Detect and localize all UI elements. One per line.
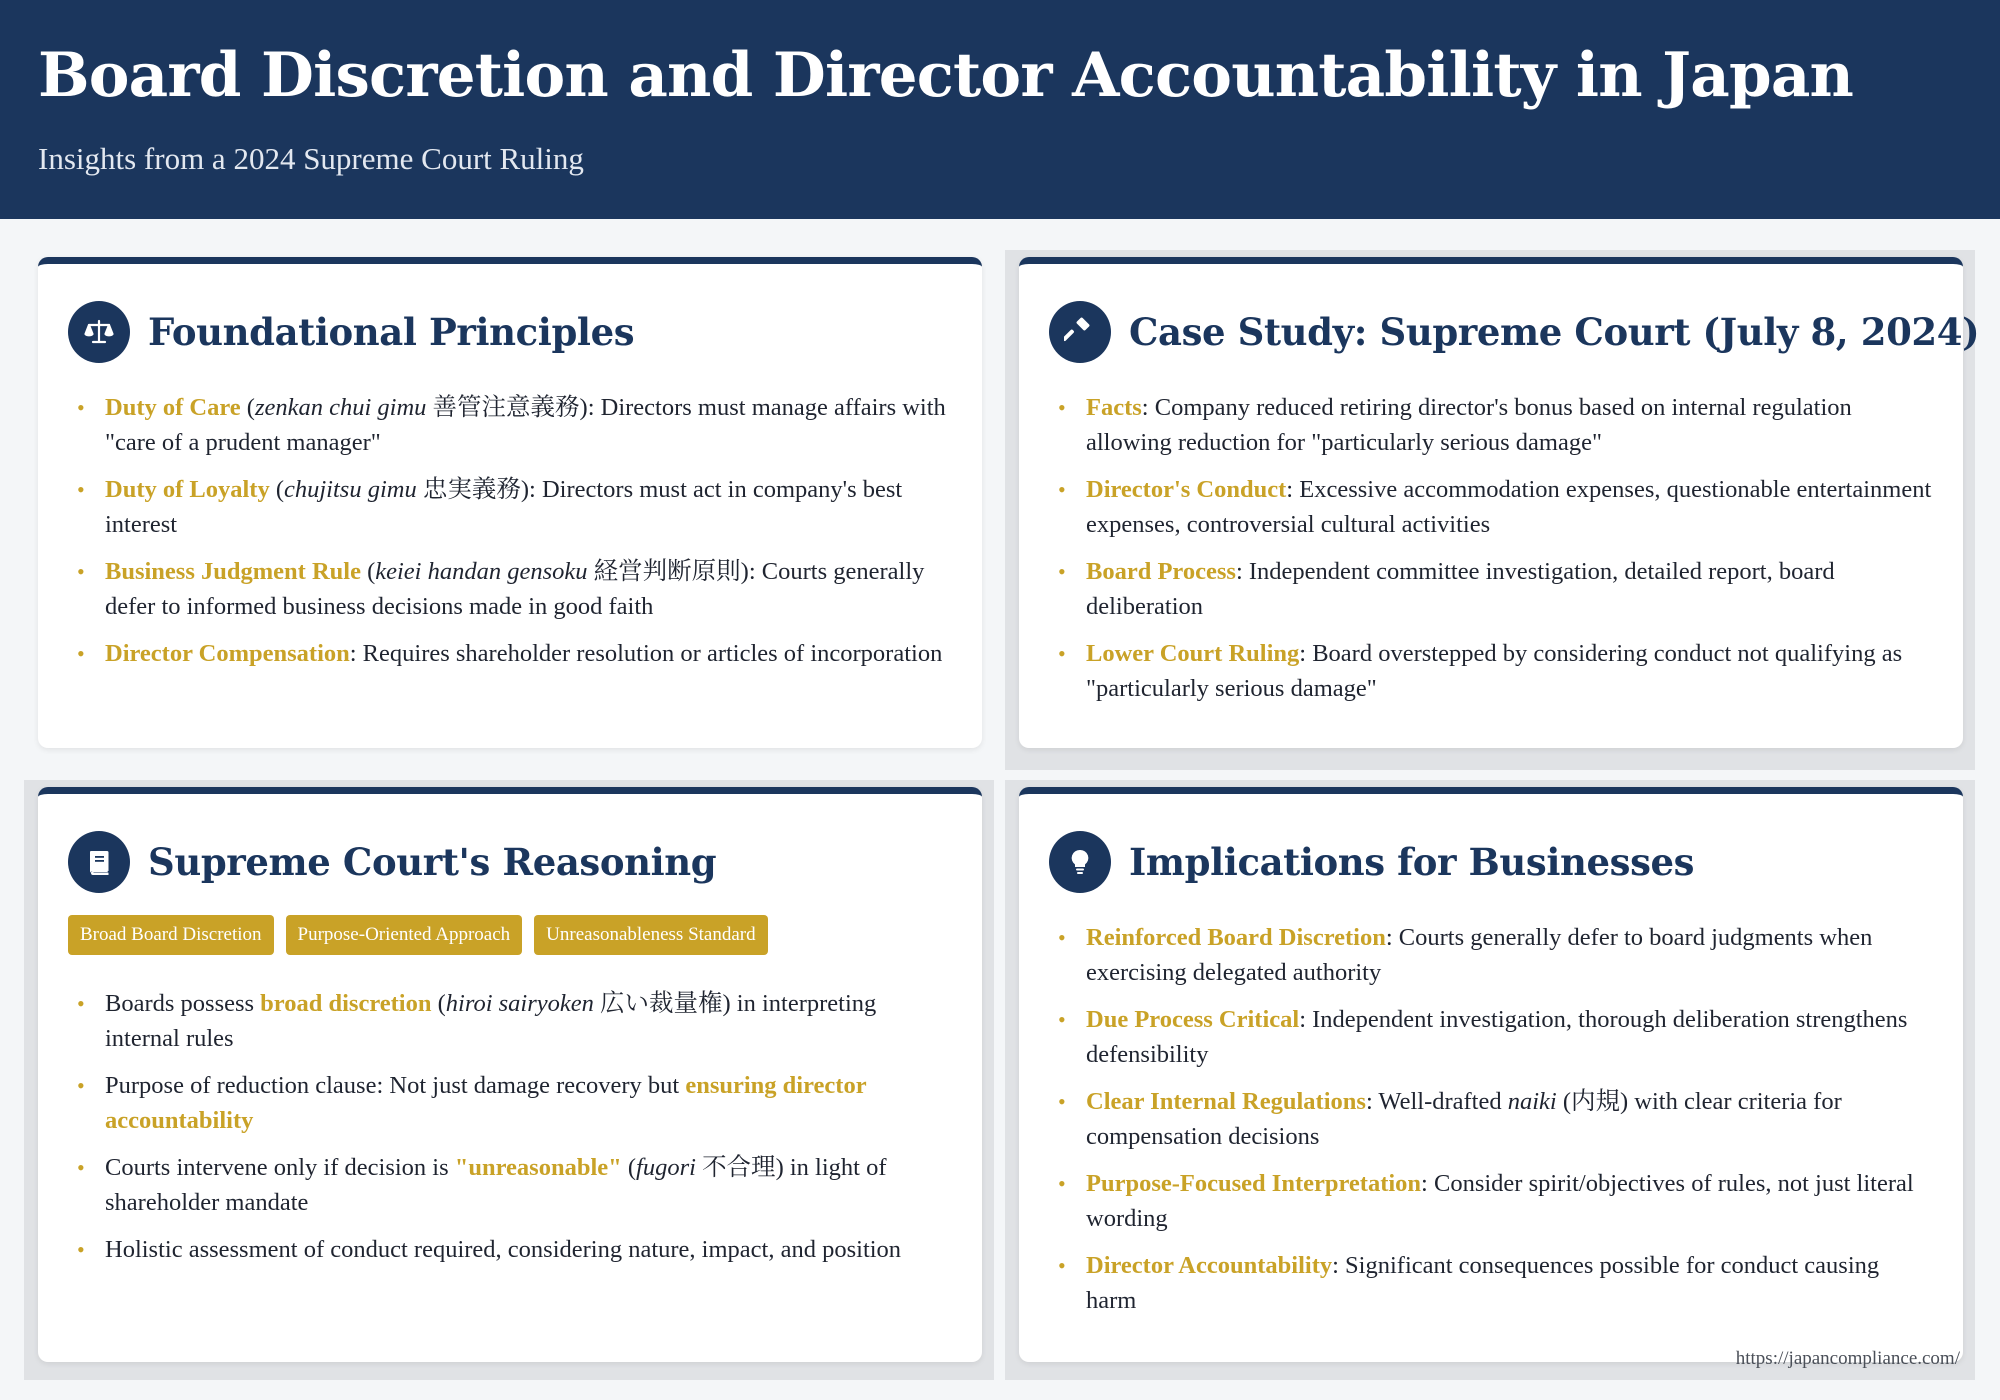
list-item: • Duty of Loyalty (chujitsu gimu 忠実義務): Directors must act in company's best interest [68, 472, 952, 542]
list-item: • Facts: Company reduced retiring director's bonus based on internal regulation allowing reduction for "particularly serious damage" [1049, 390, 1933, 460]
tag-group [68, 915, 768, 955]
card-title: Supreme Court's Reasoning [148, 840, 717, 884]
list-item: • Business Judgment Rule (keiei handan gensoku 経営判断原則): Courts generally defer to informed business decisions made in good faith [68, 554, 952, 624]
balance-scale-icon [68, 301, 130, 363]
card-implications [1019, 787, 1963, 1362]
card-foundational-principles [38, 257, 982, 748]
card-header [68, 300, 634, 364]
list-item: • Purpose-Focused Interpretation: Consider spirit/objectives of rules, not just literal wording [1049, 1166, 1933, 1236]
card-header [1049, 830, 1694, 894]
card-title: Implications for Businesses [1129, 840, 1695, 884]
list-item: • Courts intervene only if decision is "unreasonable" (fugori 不合理) in light of shareholder mandate [68, 1150, 952, 1220]
source-url: https://japancompliance.com/ [1735, 1348, 1960, 1369]
card-title: Case Study: Supreme Court (July 8, 2024) [1129, 310, 1980, 354]
list-item: • Due Process Critical: Independent investigation, thorough deliberation strengthens defensibility [1049, 1002, 1933, 1072]
tag-unreasonableness-standard: Unreasonableness Standard [534, 915, 767, 955]
tag-broad-board-discretion: Broad Board Discretion [68, 915, 274, 955]
implications-list [1049, 920, 1933, 1330]
list-item: • Boards possess broad discretion (hiroi sairyoken 広い裁量権) in interpreting internal rules [68, 986, 952, 1056]
tag-purpose-oriented-approach: Purpose-Oriented Approach [286, 915, 523, 955]
list-item: • Purpose of reduction clause: Not just damage recovery but ensuring director accountability [68, 1068, 952, 1138]
card-reasoning [38, 787, 982, 1362]
list-item: • Director's Conduct: Excessive accommodation expenses, questionable entertainment expenses, controversial cultural activities [1049, 472, 1933, 542]
book-icon [68, 831, 130, 893]
gavel-icon [1049, 301, 1111, 363]
list-item: • Lower Court Ruling: Board overstepped by considering conduct not qualifying as "particularly serious damage" [1049, 636, 1933, 706]
page-subtitle: Insights from a 2024 Supreme Court Ruling [38, 141, 584, 176]
list-item: • Board Process: Independent committee investigation, detailed report, board deliberation [1049, 554, 1933, 624]
card-case-study [1019, 257, 1980, 748]
lightbulb-icon [1049, 831, 1111, 893]
card-header [1049, 300, 1979, 364]
list-item: • Director Compensation: Requires shareholder resolution or articles of incorporation [68, 636, 952, 671]
list-item: • Clear Internal Regulations: Well-drafted naiki (内規) with clear criteria for compensation decisions [1049, 1084, 1933, 1154]
list-item: • Director Accountability: Significant consequences possible for conduct causing harm [1049, 1248, 1933, 1318]
principles-list [68, 390, 952, 683]
list-item: • Holistic assessment of conduct required, considering nature, impact, and position [68, 1232, 952, 1267]
list-item: • Duty of Care (zenkan chui gimu 善管注意義務): Directors must manage affairs with "care of a prudent manager" [68, 390, 952, 460]
card-title: Foundational Principles [148, 310, 635, 354]
list-item: • Reinforced Board Discretion: Courts generally defer to board judgments when exercising delegated authority [1049, 920, 1933, 990]
case-study-list [1049, 390, 1933, 718]
card-header [68, 830, 716, 894]
page-title: Board Discretion and Director Accountability in Japan [38, 40, 1854, 111]
page-header [0, 0, 2000, 219]
reasoning-list [68, 986, 952, 1279]
